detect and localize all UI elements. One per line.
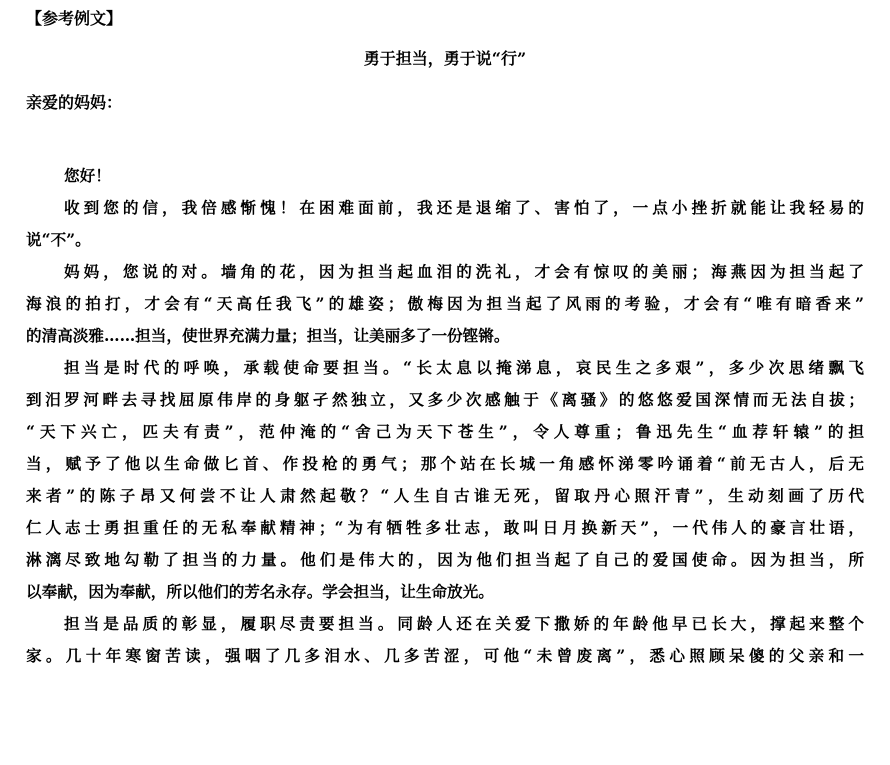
salutation: 亲爱的妈妈：	[26, 93, 123, 112]
text-line: 担当是品质的彰显，履职尽责要担当。同龄人还在关爱下撒娇的年龄他早已长大，撑起来整个	[64, 614, 864, 633]
text-line: 当，赋予了他以生命做匕首、作投枪的勇气；那个站在长城一角感怀涕零吟诵着“前无古人，后无	[26, 454, 864, 473]
text-line: 仁人志士勇担重任的无私奉献精神；“为有牺牲多壮志，敢叫日月换新天”，一代伟人的豪言壮语，	[26, 518, 864, 537]
text-line: 的清高淡雅……担当，使世界充满力量；担当，让美丽多了一份铿锵。	[26, 326, 510, 345]
text-line: 担当是时代的呼唤，承载使命要担当。“长太息以掩涕息，哀民生之多艰”，多少次思绪飘飞	[64, 358, 864, 377]
section-heading: 【参考例文】	[26, 9, 123, 28]
text-line: 说“不”。	[26, 230, 91, 249]
text-line: 来者”的陈子昂又何尝不让人肃然起敬？“人生自古谁无死，留取丹心照汗青”，生动刻画了历代	[26, 486, 864, 505]
text-line: 到汨罗河畔去寻找屈原伟岸的身躯孑然独立，又多少次感触于《离骚》的悠悠爱国深情而无法自拔；	[26, 390, 864, 409]
essay-body	[26, 160, 864, 672]
text-line: 淋漓尽致地勾勒了担当的力量。他们是伟大的，因为他们担当起了自己的爱国使命。因为担当，所	[26, 550, 864, 569]
text-line: 您好！	[64, 166, 111, 185]
text-line: 海浪的拍打，才会有“天高任我飞”的雄姿；傲梅因为担当起了风雨的考验，才会有“唯有暗香来”	[26, 294, 864, 313]
text-line: “天下兴亡，匹夫有责”，范仲淹的“舍己为天下苍生”，令人尊重；鲁迅先生“血荐轩辕”的担	[26, 422, 864, 441]
essay-title: 勇于担当，勇于说“行”	[363, 49, 527, 68]
text-line: 以奉献，因为奉献，所以他们的芳名永存。学会担当，让生命放光。	[26, 582, 494, 601]
text-line: 收到您的信，我倍感惭愧！在困难面前，我还是退缩了、害怕了，一点小挫折就能让我轻易的	[64, 198, 864, 217]
text-line: 家。几十年寒窗苦读，强咽了几多泪水、几多苦涩，可他“未曾废离”，悉心照顾呆傻的父亲和一	[26, 646, 864, 665]
text-line: 妈妈，您说的对。墙角的花，因为担当起血泪的洗礼，才会有惊叹的美丽；海燕因为担当起了	[64, 262, 864, 281]
